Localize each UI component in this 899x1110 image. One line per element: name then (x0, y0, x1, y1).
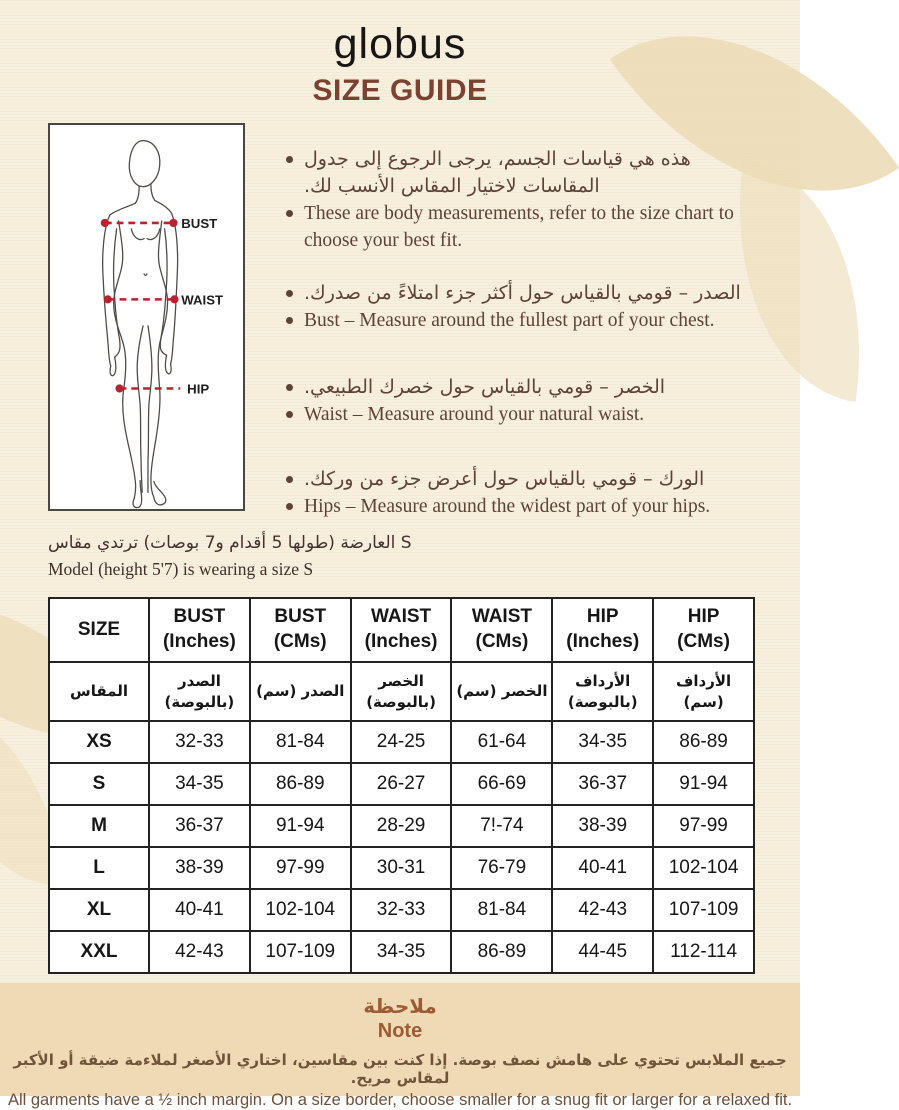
bullet-group (286, 146, 758, 254)
table-cell: 28-29 (351, 805, 452, 847)
bullet-text-en: These are body measurements, refer to the size chart to choose your best fit. (304, 203, 734, 251)
col-header-en-1: BUST (Inches) (149, 598, 250, 662)
table-cell: 42-43 (552, 889, 653, 931)
note-heading-english: Note (377, 1020, 423, 1042)
bust-label: BUST (181, 215, 218, 231)
bullet-dot (286, 476, 293, 483)
table-cell: 97-99 (250, 847, 351, 889)
table-cell: 38-39 (149, 847, 250, 889)
bullet-text-ar: الصدر – قومي بالقياس حول أكثر جزء امتلاءً من صدرك. (304, 282, 741, 304)
col-header-ar-0: المقاس (49, 662, 149, 721)
size-table-head (49, 598, 754, 721)
table-cell: 102-104 (653, 847, 754, 889)
bullet-text-en: Waist – Measure around your natural waist. (304, 404, 645, 425)
table-cell: 32-33 (149, 721, 250, 763)
size-cell: M (49, 805, 149, 847)
table-cell: 36-37 (552, 763, 653, 805)
size-cell: XS (49, 721, 149, 763)
table-cell: 42-43 (149, 931, 250, 973)
table-row (49, 931, 754, 973)
body-silhouette-illustration (50, 125, 243, 509)
col-header-ar-5: الأرداف (بالبوصة) (552, 662, 653, 721)
table-cell: 107-109 (653, 889, 754, 931)
table-cell: 91-94 (250, 805, 351, 847)
table-cell: 26-27 (351, 763, 452, 805)
table-cell: 38-39 (552, 805, 653, 847)
table-header-row (49, 598, 754, 662)
bullet-text-ar: الورك – قومي بالقياس حول أعرض جزء من وركك. (304, 468, 705, 490)
col-header-ar-3: الخصر (بالبوصة) (351, 662, 452, 721)
bullet-item-en (286, 493, 758, 520)
table-row (49, 805, 754, 847)
col-header-en-3: WAIST (Inches) (351, 598, 452, 662)
table-cell: 76-79 (451, 847, 552, 889)
table-cell: 40-41 (552, 847, 653, 889)
size-cell: S (49, 763, 149, 805)
note-body-english: All garments have a ½ inch margin. On a size border, choose smaller for a snug fit or larger for a relaxed fit. (7, 1091, 793, 1109)
col-header-ar-4: الخصر (سم) (451, 662, 552, 721)
table-cell: 81-84 (451, 889, 552, 931)
bullet-text-ar: هذه هي قياسات الجسم، يرجى الرجوع إلى جدول المقاسات لاختيار المقاس الأنسب لك. (304, 148, 691, 197)
table-row (49, 763, 754, 805)
bullet-item-ar (286, 280, 758, 307)
size-cell: XL (49, 889, 149, 931)
table-cell: 44-45 (552, 931, 653, 973)
brand-logo: globus (333, 20, 467, 68)
table-cell: 34-35 (552, 721, 653, 763)
bullet-group (286, 466, 758, 520)
bullet-item-en (286, 200, 758, 254)
table-row (49, 721, 754, 763)
bullet-dot (286, 503, 293, 510)
table-cell: 86-89 (653, 721, 754, 763)
table-cell: 86-89 (451, 931, 552, 973)
table-cell: 97-99 (653, 805, 754, 847)
table-cell: 40-41 (149, 889, 250, 931)
table-cell: 86-89 (250, 763, 351, 805)
table-cell: 61-64 (451, 721, 552, 763)
table-cell: 7!-74 (451, 805, 552, 847)
table-cell: 91-94 (653, 763, 754, 805)
bullet-group (286, 280, 758, 334)
size-cell: L (49, 847, 149, 889)
bullet-text-en: Hips – Measure around the widest part of your hips. (304, 496, 711, 517)
col-header-en-0: SIZE (49, 598, 149, 662)
bullet-text-ar: الخصر – قومي بالقياس حول خصرك الطبيعي. (304, 376, 666, 398)
table-cell: 32-33 (351, 889, 452, 931)
model-caption-english: Model (height 5'7) is wearing a size S (48, 559, 314, 579)
table-header-row (49, 662, 754, 721)
table-cell: 81-84 (250, 721, 351, 763)
table-cell: 34-35 (149, 763, 250, 805)
bullet-dot (286, 317, 293, 324)
note-body-arabic: جميع الملابس تحتوي على هامش نصف بوصة. إذا كنت بين مقاسين، اختاري الأصغر لملاءمة ضيقة أو الأكبر لمقاس مريح. (13, 1051, 787, 1087)
bullet-dot (286, 156, 293, 163)
table-cell: 112-114 (653, 931, 754, 973)
bullet-text-en: Bust – Measure around the fullest part of your chest. (304, 310, 715, 331)
measure-bullets (286, 146, 758, 520)
bullet-dot (286, 411, 293, 418)
size-table-body (49, 721, 754, 973)
table-row (49, 889, 754, 931)
table-cell: 34-35 (351, 931, 452, 973)
waist-label: WAIST (181, 292, 224, 308)
col-header-ar-2: الصدر (سم) (250, 662, 351, 721)
table-cell: 36-37 (149, 805, 250, 847)
bullet-item-ar (286, 374, 758, 401)
bullet-dot (286, 290, 293, 297)
page-title: SIZE GUIDE (312, 74, 488, 107)
table-row (49, 847, 754, 889)
bullet-dot (286, 210, 293, 217)
bullet-dot (286, 384, 293, 391)
note-heading-arabic: ملاحظة (363, 994, 437, 1018)
bullet-item-en (286, 307, 758, 334)
hip-label: HIP (187, 381, 210, 397)
table-cell: 66-69 (451, 763, 552, 805)
bullet-item-ar (286, 146, 758, 200)
col-header-en-6: HIP (CMs) (653, 598, 754, 662)
col-header-ar-6: الأرداف (سم) (653, 662, 754, 721)
size-table (48, 597, 755, 974)
bullet-item-en (286, 401, 758, 428)
body-measurement-figure (48, 123, 245, 511)
table-cell: 30-31 (351, 847, 452, 889)
table-cell: 102-104 (250, 889, 351, 931)
table-cell: 107-109 (250, 931, 351, 973)
model-caption (48, 530, 412, 582)
col-header-en-2: BUST (CMs) (250, 598, 351, 662)
note-panel (0, 983, 800, 1109)
size-cell: XXL (49, 931, 149, 973)
bullet-group (286, 374, 758, 428)
col-header-en-4: WAIST (CMs) (451, 598, 552, 662)
col-header-ar-1: الصدر (بالبوصة) (149, 662, 250, 721)
table-cell: 24-25 (351, 721, 452, 763)
model-caption-arabic: العارضة (طولها 5 أقدام و7 بوصات) ترتدي مقاس S (48, 533, 412, 553)
bullet-item-ar (286, 466, 758, 493)
col-header-en-5: HIP (Inches) (552, 598, 653, 662)
